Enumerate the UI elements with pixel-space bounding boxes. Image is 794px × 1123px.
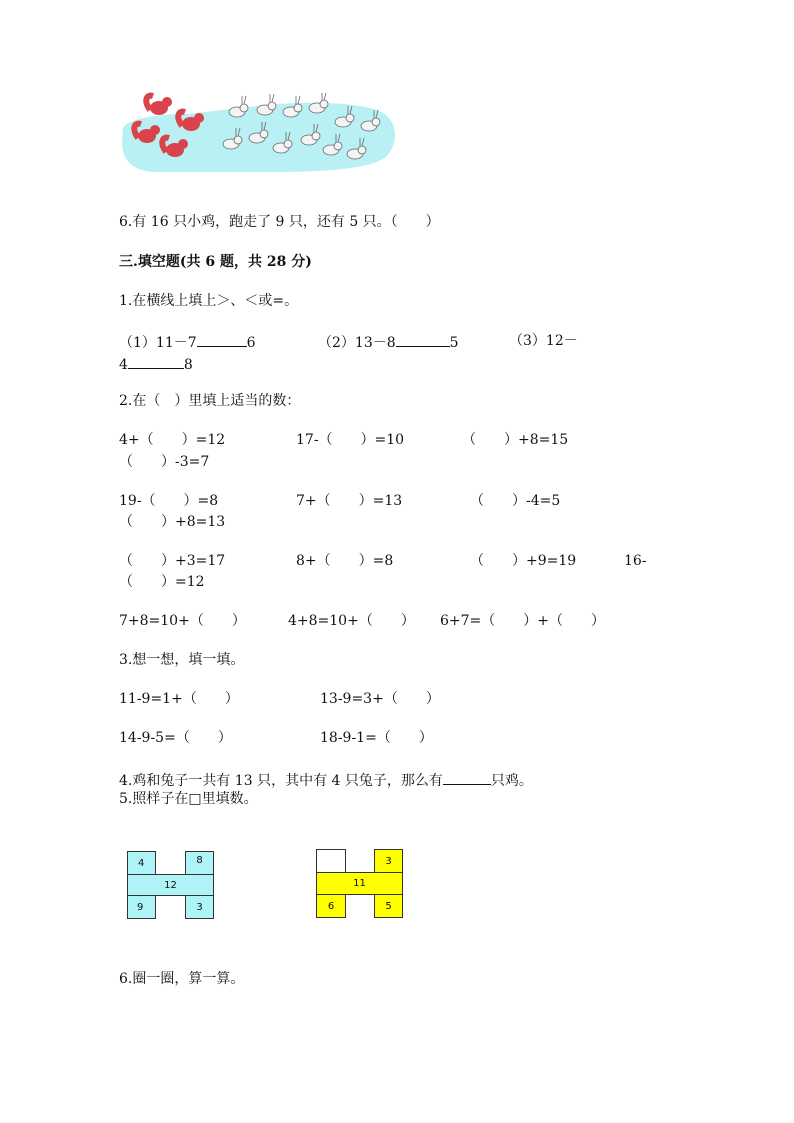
grid-cell: 9 — [127, 895, 156, 919]
answer-blank[interactable] — [396, 332, 450, 347]
grid-cell: 4 — [127, 851, 156, 875]
q2-expr[interactable]: （ ）+3=17 — [119, 553, 226, 569]
q1-item-2-expr: （2）13－8 — [318, 335, 396, 351]
q1-item-3: （3）12－ — [509, 333, 578, 349]
grid-cell: 3 — [374, 849, 403, 873]
q1-item-2 — [318, 332, 459, 352]
q1-item-1-end: 6 — [246, 335, 256, 351]
q3-expr[interactable]: 11-9=1+（ ） — [119, 691, 239, 707]
answer-blank[interactable] — [128, 354, 184, 369]
grid-cell: 5 — [374, 894, 403, 918]
q3-expr[interactable]: 13-9=3+（ ） — [320, 691, 440, 707]
grid-cell: 3 — [185, 895, 214, 919]
q4-text-before: 4.鸡和兔子一共有 13 只，其中有 4 只兔子，那么有 — [119, 773, 443, 789]
answer-blank[interactable] — [443, 770, 491, 785]
q3-expr[interactable]: 14-9-5=（ ） — [119, 730, 232, 746]
q2-expr[interactable]: 7+（ ）=13 — [296, 493, 403, 509]
answer-box[interactable] — [316, 849, 346, 873]
q2-expr[interactable]: （ ）+8=13 — [119, 514, 226, 530]
q6-circle-title: 6.圈一圈，算一算。 — [119, 971, 245, 987]
q4-text-after: 只鸡。 — [490, 773, 533, 789]
q1-title: 1.在横线上填上＞、＜或=。 — [119, 293, 299, 309]
q1-item-3-end: 8 — [183, 357, 193, 373]
q3-expr[interactable]: 18-9-1=（ ） — [320, 730, 433, 746]
q2-expr[interactable]: （ ）=12 — [119, 574, 205, 590]
q2-expr[interactable]: （ ）-4=5 — [470, 493, 561, 509]
squirrel-icon — [146, 96, 172, 115]
q2-expr[interactable]: 4+8=10+（ ） — [288, 613, 415, 629]
q1-item-3-cont-expr: 4 — [119, 357, 128, 373]
q2-expr[interactable]: （ ）+8=15 — [462, 432, 569, 448]
q2-expr[interactable]: （ ）+9=19 — [470, 553, 577, 569]
judge-question-6: 6.有 16 只小鸡，跑走了 9 只，还有 5 只。（ ） — [119, 214, 440, 230]
q1-item-3-cont — [119, 354, 193, 374]
q3-title: 3.想一想，填一填。 — [119, 652, 245, 668]
q1-item-1-expr: （1）11－7 — [119, 335, 197, 351]
section-title: 三.填空题(共 6 题，共 28 分) — [119, 254, 312, 270]
q2-expr[interactable]: 7+8=10+（ ） — [119, 613, 246, 629]
q1-item-1 — [119, 332, 256, 352]
grid-cell: 6 — [316, 894, 346, 918]
answer-blank[interactable] — [197, 332, 247, 347]
q2-expr[interactable]: 16- — [624, 553, 647, 569]
q2-expr[interactable]: 8+（ ）=8 — [296, 553, 394, 569]
q2-expr[interactable]: （ ）-3=7 — [119, 454, 210, 470]
q2-title: 2.在（ ）里填上适当的数： — [119, 393, 301, 409]
q2-expr[interactable]: 6+7=（ ）+（ ） — [440, 613, 606, 629]
q4-question — [119, 770, 533, 790]
q5-title: 5.照样子在□里填数。 — [119, 791, 258, 807]
grid-cell: 12 — [127, 874, 214, 896]
grid-cell: 11 — [316, 872, 403, 895]
animals-illustration — [117, 92, 397, 174]
q2-expr[interactable]: 4+（ ）=12 — [119, 432, 226, 448]
q1-item-2-end: 5 — [449, 335, 459, 351]
grid-cell: 8 — [185, 851, 214, 875]
q2-expr[interactable]: 19-（ ）=8 — [119, 493, 219, 509]
q2-expr[interactable]: 17-（ ）=10 — [296, 432, 405, 448]
